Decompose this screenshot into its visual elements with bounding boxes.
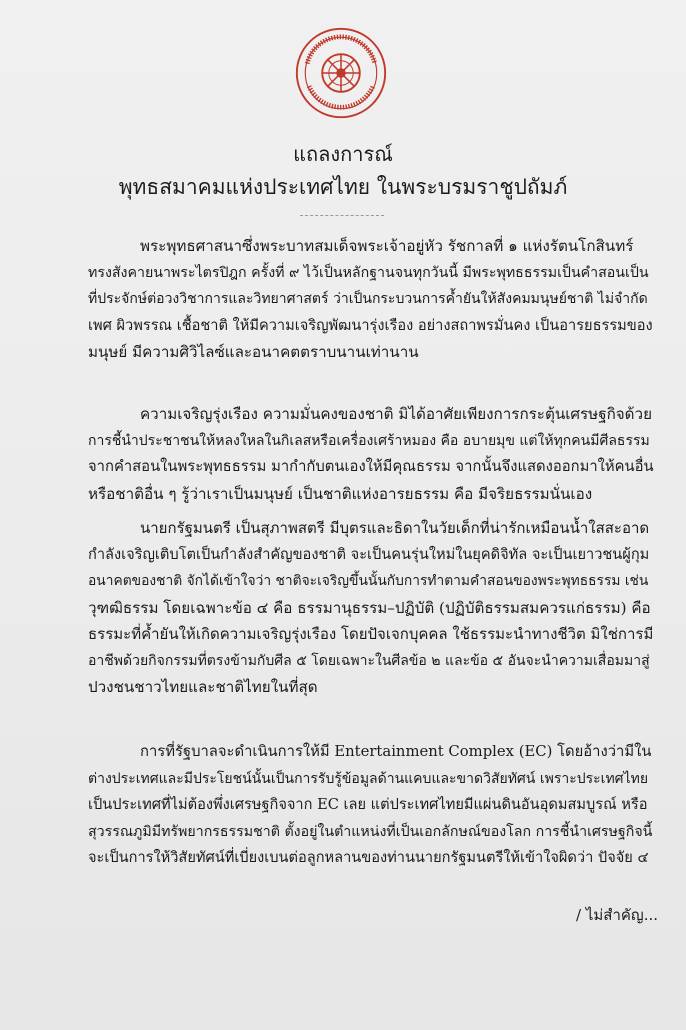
paragraph-2 <box>88 401 654 507</box>
paragraph-line: กำลังเจริญเติบโตเป็นกำลังสำคัญของชาติ จะเป็นคนรุ่นใหม่ในยุคดิจิทัล จะเป็นเยาวชนผู้กุม <box>88 545 650 563</box>
paragraph-line: ธรรมะที่ค้ำยันให้เกิดความเจริญรุ่งเรือง โดยปัจเจกบุคคล ใช้ธรรมะนำทางชีวิต มิใช่การมี <box>88 625 654 643</box>
title-divider <box>300 215 384 216</box>
paragraph-line: นายกรัฐมนตรี เป็นสุภาพสตรี มีบุตรและธิดาในวัยเด็กที่น่ารักเหมือนน้ำใสสะอาด <box>140 519 650 537</box>
document-subtitle: พุทธสมาคมแห่งประเทศไทย ในพระบรมราชูปถัมภ์ <box>118 175 568 199</box>
paragraph-line: การชี้นำประชาชนให้หลงใหลในกิเลสหรือเครื่องเศร้าหมอง คือ อบายมุข แต่ให้ทุกคนมีศีลธรรม <box>88 432 650 449</box>
paragraph-line: เพศ ผิวพรรณ เชื้อชาติ ให้มีความเจริญพัฒนารุ่งเรือง อย่างสถาพรมั่นคง เป็นอารยธรรมของ <box>88 316 653 334</box>
paragraph-line: การที่รัฐบาลจะดำเนินการให้มี Entertainment Complex (EC) โดยอ้างว่ามีใน <box>140 743 652 760</box>
paragraph-line: ที่ประจักษ์ต่อวงวิชาการและวิทยาศาสตร์ ว่าเป็นกระบวนการค้ำยันให้สังคมมนุษย์ชาติ ไม่จำกัด <box>88 291 648 307</box>
paragraph-line: ทรงสังคายนาพระไตรปิฎก ครั้งที่ ๙ ไว้เป็นหลักฐานจนทุกวันนี้ มีพระพุทธธรรมเป็นคำสอนเป็น <box>88 264 649 281</box>
paragraph-line: จากคำสอนในพระพุทธธรรม มากำกับตนเองให้มีคุณธรรม จากนั้นจึงแสดงออกมาให้คนอื่น <box>88 458 654 475</box>
paragraph-line: เป็นประเทศที่ไม่ต้องพึ่งเศรษฐกิจจาก EC เลย แต่ประเทศไทยมีแผ่นดินอันอุดมสมบูรณ์ หรือ <box>88 796 648 813</box>
paragraph-line: สุวรรณภูมิมีทรัพยากรธรรมชาติ ตั้งอยู่ในตำแหน่งที่เป็นเอกลักษณ์ของโลก การชี้นำเศรษฐกิจนี้ <box>88 823 653 840</box>
paragraph-line: วุฑฒิธรรม โดยเฉพาะข้อ ๔ คือ ธรรมานุธรรม–ปฏิบัติ (ปฏิบัติธรรมสมควรแก่ธรรม) คือ <box>88 598 651 617</box>
document-title: แถลงการณ์ <box>293 142 393 166</box>
paragraph-line: มนุษย์ มีความศิวิไลซ์และอนาคตตราบนานเท่านาน <box>88 343 419 361</box>
paragraph-line: ปวงชนชาวไทยและชาติไทยในที่สุด <box>88 678 318 696</box>
continuation-note: / ไม่สำคัญ... <box>576 906 658 924</box>
paragraph-3 <box>88 515 654 701</box>
paragraph-line: จะเป็นการให้วิสัยทัศน์ที่เบี่ยงเบนต่อลูกหลานของท่านนายกรัฐมนตรีให้เข้าใจผิดว่า ปัจจัย ๔ <box>88 849 649 866</box>
paragraph-line: ความเจริญรุ่งเรือง ความมั่นคงของชาติ มิได้อาศัยเพียงการกระตุ้นเศรษฐกิจด้วย <box>140 405 652 423</box>
paragraph-1 <box>88 233 654 366</box>
paragraph-4 <box>88 739 654 872</box>
paragraph-line: อนาคตของชาติ จักได้เข้าใจว่า ชาติจะเจริญขึ้นนั้นกับการทำตามคำสอนของพระพุทธธรรม เช่น <box>88 573 649 589</box>
dharma-wheel-seal-icon <box>294 26 388 120</box>
paragraph-line: พระพุทธศาสนาซึ่งพระบาทสมเด็จพระเจ้าอยู่หัว รัชกาลที่ ๑ แห่งรัตนโกสินทร์ <box>140 237 634 255</box>
paragraph-line: หรือชาติอื่น ๆ รู้ว่าเราเป็นมนุษย์ เป็นชาติแห่งอารยธรรม คือ มีจริยธรรมนั่นเอง <box>88 484 593 503</box>
paragraph-line: ต่างประเทศและมีประโยชน์นั้นเป็นการรับรู้ข้อมูลด้านแคบและขาดวิสัยทัศน์ เพราะประเทศไทย <box>88 770 649 787</box>
paragraph-line: อาชีพด้วยกิจกรรมที่ตรงข้ามกับศีล ๕ โดยเฉพาะในศีลข้อ ๒ และข้อ ๕ อันจะนำความเสื่อมมาสู่ <box>88 652 650 669</box>
